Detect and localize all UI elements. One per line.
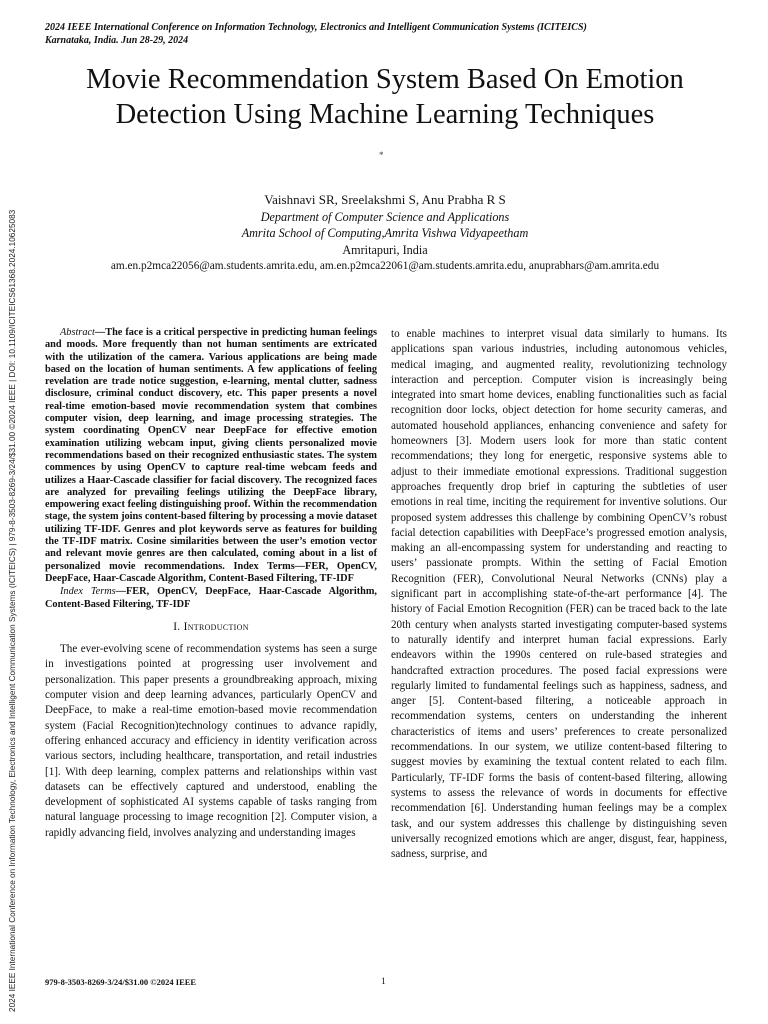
conference-name: 2024 IEEE International Conference on Information Technology, Electronics and Intelligent Communication Systems (ICITEICS): [45, 22, 587, 33]
abstract-text: —The face is a critical perspective in predicting human feelings and moods. More frequently than not human sentiments are extricated with the utilization of the camera. Various applications are being made based on the location of human sentiments. A few applications of feeling revelation are trade notice suggestion, e-learning, mental clutter, sadness disclosure, criminal conduct discovery, etc. This paper presents a novel real-time emotion-based movie recommendation system that combines computer vision, deep learning, and image processing strategies. The system coordinating OpenCV near DeepFace for effective emotion examination utilizing webcam input, giving clients personalized movie recommendations based on their recognized enthusiastic states. The system commences by using OpenCV to capture real-time webcam feeds and utilizes a Haar-Cascade classifier for facial discovery. The recognized faces are analyzed for prevailing feelings utilizing the DeepFace library, empowering exact feeling distinguishing proof. Within the recommendation stage, the system joins content-based filtering by processing a movie dataset utilizing TF-IDF. Genres and plot keywords serve as features for building the TF-IDF matrix. Cosine similarities between the user’s emotion vector and relevant movie genres are then calculated, coming about in a list of personalized movie recommendations. Index Terms—FER, OpenCV, DeepFace, Haar-Cascade Algorithm, Content-Based Filtering, TF-IDF: [45, 327, 377, 584]
abstract: [45, 327, 377, 585]
paper-title: Movie Recommendation System Based On Emotion Detection Using Machine Learning Techniques: [86, 64, 684, 130]
footer-isbn: 979-8-3503-8269-3/24/$31.00 ©2024 IEEE: [45, 977, 197, 987]
author-block: [40, 192, 730, 275]
conference-location-date: Karnataka, India. Jun 28-29, 2024: [45, 35, 189, 46]
author-emails: am.en.p2mca22056@am.students.amrita.edu, am.en.p2mca22061@am.students.amrita.edu, anuprabhars@am.amrita.edu: [110, 260, 660, 272]
index-terms-text: —FER, OpenCV, DeepFace, Haar-Cascade Algorithm, Content-Based Filtering, TF-IDF: [45, 586, 377, 610]
author-location: Amritapuri, India: [342, 242, 428, 257]
author-school: Amrita School of Computing,Amrita Vishwa Vidyapeetham: [241, 226, 529, 240]
left-column: [45, 327, 377, 841]
conference-header: [45, 21, 645, 47]
section-heading-introduction: [45, 620, 377, 635]
intro-paragraph-left: The ever-evolving scene of recommendation systems has seen a surge in investigations pointed at progressing user involvement and personalization. This paper presents a groundbreaking approach, mixing computer vision and deep learning advances, particularly OpenCV and DeepFace, to make a real-time emotion-based movie recommendation system (Facial Recognition)technology continues to advance rapidly, offering enhanced accuracy and efficiency in identity verification across various sectors, including healthcare, transportation, and retail industries [1]. With deep learning, complex patterns and relationships within vast datasets can be effectively captured and understood, enabling the development of sophisticated AI systems capable of tasks ranging from natural language processing to image recognition [2]. Computer vision, a rapidly advancing field, involves analyzing and understanding images: [45, 643, 377, 839]
abstract-label: Abstract: [60, 327, 95, 338]
page-number: 1: [381, 977, 386, 987]
index-terms: [45, 586, 377, 611]
section-title: Introduction: [183, 620, 249, 633]
intro-paragraph-right: to enable machines to interpret visual data similarly to humans. Its applications span various industries, including autonomous vehicles, medical imaging, and augmented reality, revolutionizing technology interaction and perception. Computer vision is increasingly being integrated into smart home devices, enabling functionalities such as facial recognition door locks, object detection for home security cameras, and automated household appliances, enhancing convenience and safety for homeowners [3]. Modern users look for more than static content recommendations; they long for energetic, responsive systems able to adjust to their immediate emotional expressions. Traditional suggestion approaches frequently drop brief in capturing the subtleties of user emotions in real time, inciting the requirement for inventive solutions. Our proposed system addresses this challenge by combining OpenCV’s robust facial detection capabilities with DeepFace’s progressed emotion analysis, making an all-encompassing system for understanding and reacting to users’ passionate prompts. Within the setting of Facial Emotion Recognition (FER), Convolutional Neural Networks (CNNs) play a significant part in accomplishing state-of-the-art performance [4]. The history of Facial Emotion Recognition (FER) can be traced back to the late 20th century when analysts started investigating computer-based systems to naturally identify and interpret human facial expressions. Early endeavors within the 1990s centered on rule-based strategies and handcrafted extraction procedures. The posed facial expressions were regularly limited to fundamental feelings such as happiness, sadness, and anger [5]. Content-based filtering, a noticeable approach in recommendation systems, centers on understanding the inherent characteristics of items and users’ preferences to create personalized recommendations. In our system, we utilize content-based filtering to suggest movies by examining the textual content related to each film. Particularly, TF-IDF forms the basis of content-based filtering, allowing systems to assess the relevance of words in documents for effective recommendation [6]. Understanding human feelings may be a complex task, and our system addresses this challenge by distinguishing seven universally recognized emotions which are anger, disgust, fear, happiness, sadness, surprise, and: [391, 328, 727, 861]
doi-side-strip: 2024 IEEE International Conference on Information Technology, Electronics and Intelligent Communication Systems (ICITEICS) | 979-8-3503-8269-3/24/$31.00 ©2024 IEEE | DOI: 10.1109/ICITEICS61368.2024.10625083: [8, 209, 17, 1012]
author-department: Department of Computer Science and Applications: [260, 209, 510, 224]
section-numeral: I.: [173, 620, 184, 633]
title-footnote-mark: *: [379, 150, 384, 160]
index-terms-label: Index Terms: [60, 586, 116, 598]
author-names: Vaishnavi SR, Sreelakshmi S, Anu Prabha R S: [264, 192, 506, 207]
right-column: [391, 327, 727, 862]
